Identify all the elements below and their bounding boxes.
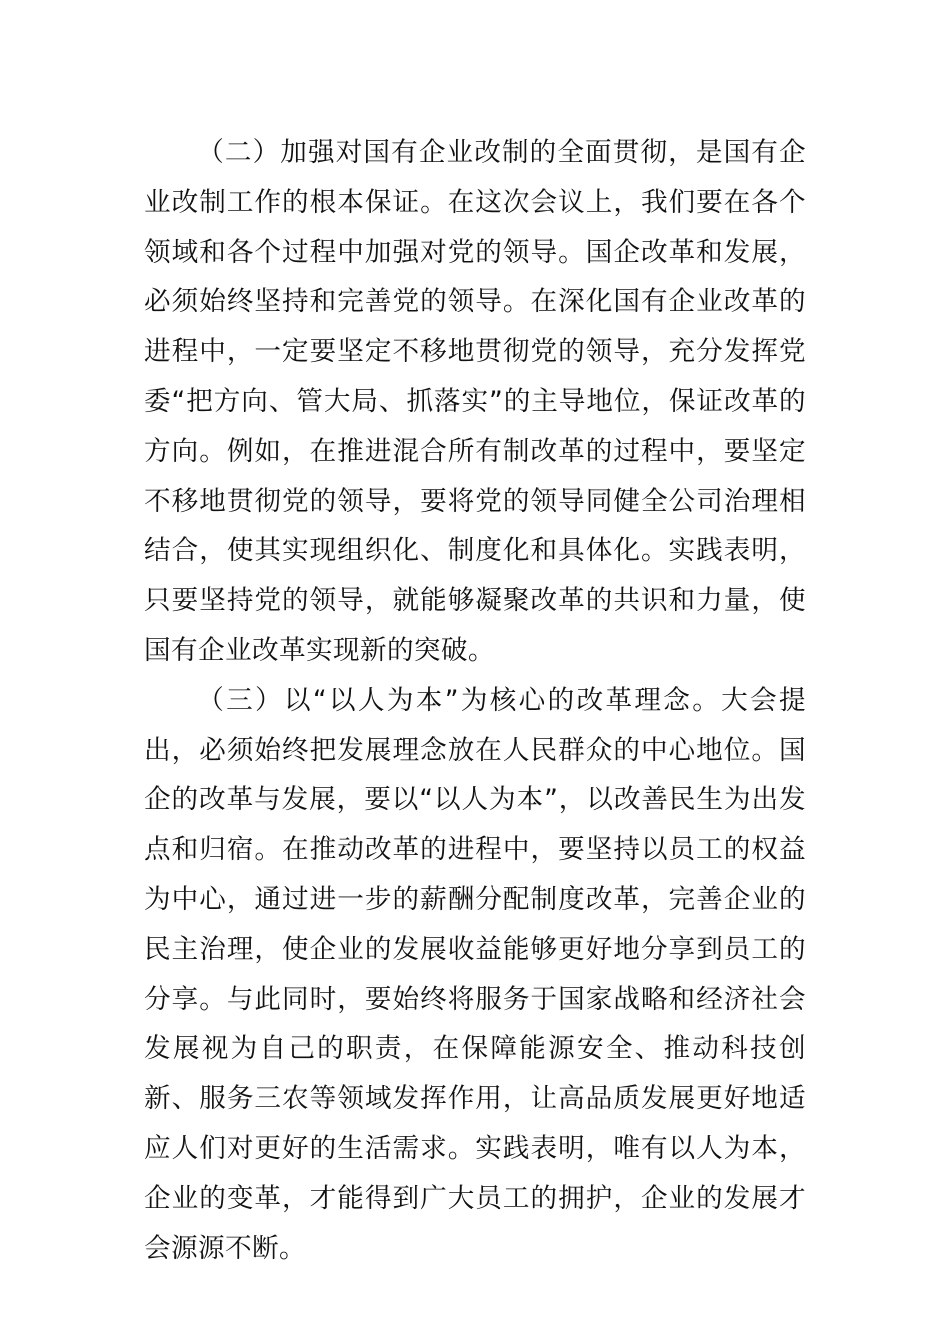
document-body bbox=[144, 128, 806, 1273]
paragraph-section-3: （三）以“以人为本”为核心的改革理念。大会提出，必须始终把发展理念放在人民群众的中心地位。国企的改革与发展，要以“以人为本”，以改善民生为出发点和归宿。在推动改革的进程中，要坚持以员工的权益为中心，通过进一步的薪酬分配制度改革，完善企业的民主治理，使企业的发展收益能够更好地分享到员工的分享。与此同时，要始终将服务于国家战略和经济社会发展视为自己的职责，在保障能源安全、推动科技创新、服务三农等领域发挥作用，让高品质发展更好地适应人们对更好的生活需求。实践表明，唯有以人为本，企业的变革，才能得到广大员工的拥护，企业的发展才会源源不断。 bbox=[144, 684, 806, 1264]
paragraph-section-2: （二）加强对国有企业改制的全面贯彻，是国有企业改制工作的根本保证。在这次会议上，我们要在各个领域和各个过程中加强对党的领导。国企改革和发展，必须始终坚持和完善党的领导。在深化国有企业改革的进程中，一定要坚定不移地贯彻党的领导，充分发挥党委“把方向、管大局、抓落实”的主导地位，保证改革的方向。例如，在推进混合所有制改革的过程中，要坚定不移地贯彻党的领导，要将党的领导同健全公司治理相结合，使其实现组织化、制度化和具体化。实践表明，只要坚持党的领导，就能够凝聚改革的共识和力量，使国有企业改革实现新的突破。 bbox=[144, 137, 806, 666]
